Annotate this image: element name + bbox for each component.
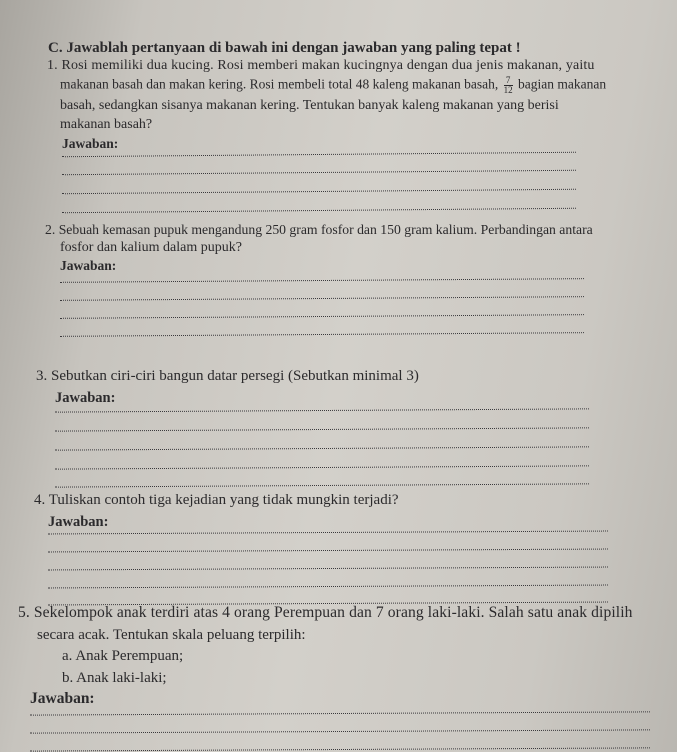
q3-line1: 3. Sebutkan ciri-ciri bangun datar persegi (Sebutkan minimal 3) <box>36 368 419 384</box>
q1-line2 <box>60 76 606 95</box>
q2-answer-line-3[interactable] <box>60 314 584 319</box>
q4-answer-line-2[interactable] <box>48 549 608 553</box>
q1-answer-line-4[interactable] <box>62 208 576 213</box>
q3-answer-line-1[interactable] <box>55 408 589 412</box>
q1-line2-a: makanan basah dan makan kering. Rosi membeli total 48 kaleng makanan basah, <box>60 76 499 92</box>
q5-answer-line-1[interactable] <box>30 711 650 715</box>
q4-line1: 4. Tuliskan contoh tiga kejadian yang tidak mungkin terjadi? <box>34 492 399 508</box>
q2-answer-line-4[interactable] <box>60 332 584 337</box>
q5-answer-line-2[interactable] <box>30 729 650 733</box>
q4-answer-line-4[interactable] <box>48 585 608 589</box>
q3-answer-line-4[interactable] <box>55 465 589 469</box>
q1-line3: basah, sedangkan sisanya makanan kering. Tentukan banyak kaleng makanan yang berisi <box>60 98 559 113</box>
q2-line1: 2. Sebuah kemasan pupuk mengandung 250 gram fosfor dan 150 gram kalium. Perbandingan antara <box>45 222 593 237</box>
q3-answer-line-2[interactable] <box>55 427 589 431</box>
q5-line2: secara acak. Tentukan skala peluang terpilih: <box>37 627 306 643</box>
q1-line2-b: bagian makanan <box>518 76 607 92</box>
q1-answer-line-2[interactable] <box>62 170 576 175</box>
q2-answer-label: Jawaban: <box>60 258 117 273</box>
q1-answer-line-1[interactable] <box>62 152 576 157</box>
q5-option-a: a. Anak Perempuan; <box>62 648 184 664</box>
q2-line2: fosfor dan kalium dalam pupuk? <box>60 240 242 255</box>
q5-line1: 5. Sekelompok anak terdiri atas 4 orang Perempuan dan 7 orang laki-laki. Salah satu anak dipilih <box>18 604 633 621</box>
q4-answer-label: Jawaban: <box>48 514 109 530</box>
q4-answer-line-1[interactable] <box>48 531 608 535</box>
q2-answer-line-2[interactable] <box>60 296 584 301</box>
q1-fraction-numerator: 7 <box>504 76 513 86</box>
q5-option-b: b. Anak laki-laki; <box>62 670 167 686</box>
q1-answer-line-3[interactable] <box>62 189 576 194</box>
q1-line4: makanan basah? <box>60 117 153 132</box>
q2-answer-line-1[interactable] <box>60 278 584 283</box>
q5-answer-label: Jawaban: <box>30 690 95 707</box>
q1-fraction <box>504 76 513 95</box>
q4-answer-line-3[interactable] <box>48 567 608 571</box>
q3-answer-line-3[interactable] <box>55 446 589 450</box>
q3-answer-line-5[interactable] <box>55 483 589 487</box>
q1-answer-label: Jawaban: <box>62 136 119 151</box>
q5-answer-line-3[interactable] <box>30 747 650 751</box>
section-title: C. Jawablah pertanyaan di bawah ini dengan jawaban yang paling tepat ! <box>48 40 521 56</box>
q3-answer-label: Jawaban: <box>55 390 116 406</box>
q1-line1: 1. Rosi memiliki dua kucing. Rosi memberi makan kucingnya dengan dua jenis makanan, yaitu <box>47 58 595 73</box>
q1-fraction-denominator: 12 <box>503 85 513 95</box>
